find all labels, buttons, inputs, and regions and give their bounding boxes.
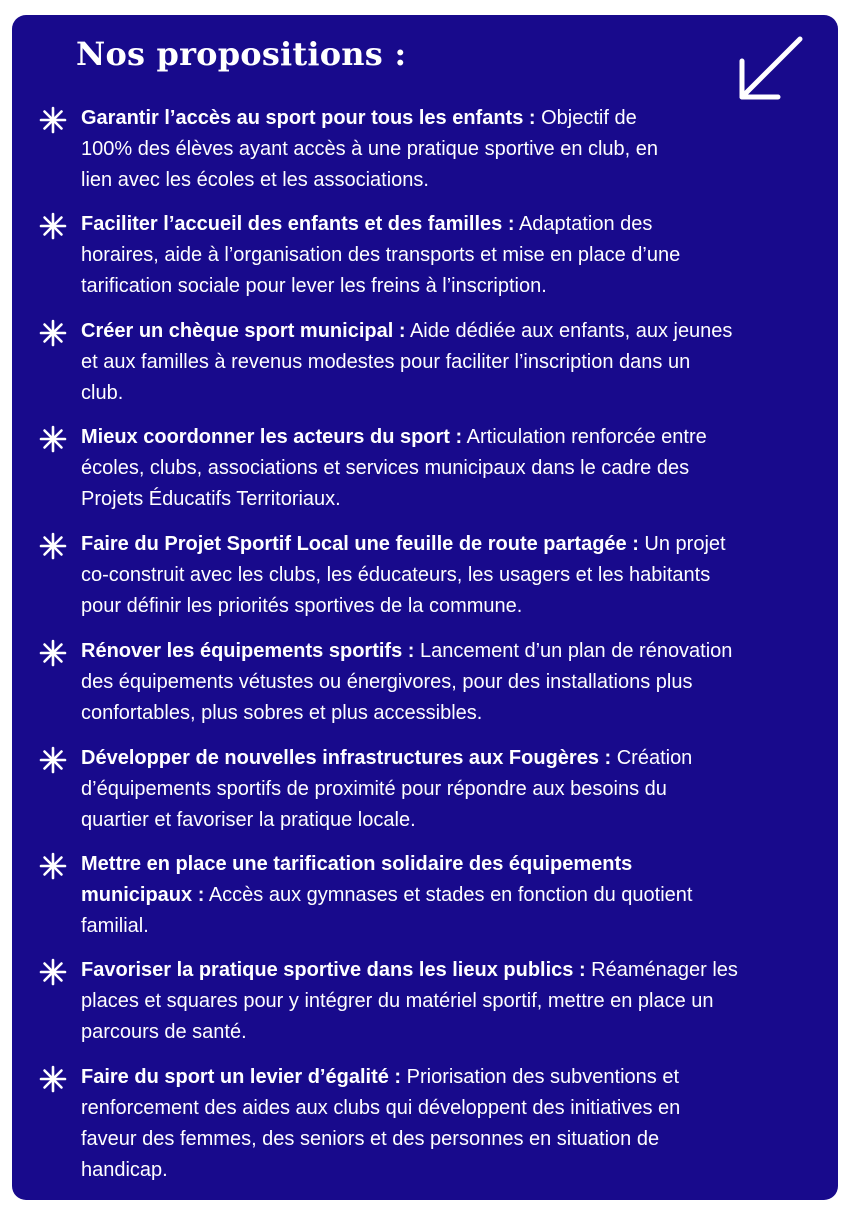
proposition-heading: Mettre en place une tarification solidaire des équipements [81, 853, 633, 875]
proposition-line: Articulation renforcée entre [462, 426, 707, 448]
proposition-heading: Faciliter l’accueil des enfants et des familles : [81, 213, 515, 235]
proposition-heading: Faire du Projet Sportif Local une feuille de route partagée : [81, 533, 639, 555]
proposition-heading: Favoriser la pratique sportive dans les lieux publics : [81, 959, 586, 981]
proposition-text [81, 955, 811, 1048]
proposition-line: et aux familles à revenus modestes pour faciliter l’inscription dans un [81, 351, 691, 373]
proposition-text [81, 316, 811, 409]
proposition-line: lien avec les écoles et les associations. [81, 169, 429, 191]
asterisk-icon [36, 850, 70, 880]
proposition-text [81, 743, 811, 836]
proposition-heading: Garantir l’accès au sport pour tous les enfants : [81, 107, 536, 129]
proposition-heading: Faire du sport un levier d’égalité : [81, 1066, 402, 1088]
proposition-text [81, 103, 811, 196]
proposition-line: horaires, aide à l’organisation des transports et mise en place d’une [81, 244, 681, 266]
asterisk-icon [36, 210, 70, 240]
proposition-heading: Mieux coordonner les acteurs du sport : [81, 426, 463, 448]
proposition-text [81, 849, 811, 942]
proposition-line: places et squares pour y intégrer du matériel sportif, mettre en place un [81, 990, 714, 1012]
proposition-line: 100% des élèves ayant accès à une pratique sportive en club, en [81, 138, 659, 160]
proposition-line: familial. [81, 915, 149, 937]
proposition-line: club. [81, 382, 124, 404]
proposition-text [81, 209, 811, 302]
proposition-line: Objectif de [535, 107, 637, 129]
page-title: Nos propositions : [76, 35, 407, 73]
proposition-line: Aide dédiée aux enfants, aux jeunes [405, 320, 733, 342]
asterisk-icon [36, 423, 70, 453]
proposition-line: Priorisation des subventions et [401, 1066, 680, 1088]
proposition-heading: Créer un chèque sport municipal : [81, 320, 406, 342]
proposition-line: quartier et favoriser la pratique locale. [81, 809, 416, 831]
asterisk-icon [36, 530, 70, 560]
proposition-line: Accès aux gymnases et stades en fonction du quotient [204, 884, 693, 906]
proposition-line: faveur des femmes, des seniors et des personnes en situation de [81, 1128, 660, 1150]
proposition-heading: Rénover les équipements sportifs : [81, 640, 415, 662]
proposition-line: Création [611, 747, 693, 769]
proposition-line: tarification sociale pour lever les freins à l’inscription. [81, 275, 547, 297]
asterisk-icon [36, 637, 70, 667]
proposition-line: co-construit avec les clubs, les éducateurs, les usagers et les habitants [81, 564, 711, 586]
proposition-heading: municipaux : [81, 884, 205, 906]
proposition-line: parcours de santé. [81, 1021, 247, 1043]
proposition-line: renforcement des aides aux clubs qui développent des initiatives en [81, 1097, 681, 1119]
asterisk-icon [36, 1063, 70, 1093]
proposition-line: écoles, clubs, associations et services municipaux dans le cadre des [81, 457, 690, 479]
proposition-line: pour définir les priorités sportives de la commune. [81, 595, 523, 617]
proposition-line: confortables, plus sobres et plus accessibles. [81, 702, 483, 724]
proposition-text [81, 529, 811, 622]
proposition-text [81, 636, 811, 729]
proposition-text [81, 1062, 811, 1186]
arrow-down-left-icon [734, 33, 806, 105]
proposition-heading: Développer de nouvelles infrastructures aux Fougères : [81, 747, 612, 769]
proposition-line: handicap. [81, 1159, 168, 1181]
proposition-line: Un projet [638, 533, 726, 555]
asterisk-icon [36, 104, 70, 134]
asterisk-icon [36, 744, 70, 774]
proposition-line: Adaptation des [514, 213, 653, 235]
proposition-line: d’équipements sportifs de proximité pour répondre aux besoins du [81, 778, 667, 800]
asterisk-icon [36, 317, 70, 347]
proposition-line: Réaménager les [585, 959, 738, 981]
proposition-line: Lancement d’un plan de rénovation [414, 640, 733, 662]
propositions-card [12, 15, 838, 1200]
proposition-text [81, 422, 811, 515]
proposition-line: Projets Éducatifs Territoriaux. [81, 488, 341, 510]
asterisk-icon [36, 956, 70, 986]
proposition-line: des équipements vétustes ou énergivores, pour des installations plus [81, 671, 693, 693]
